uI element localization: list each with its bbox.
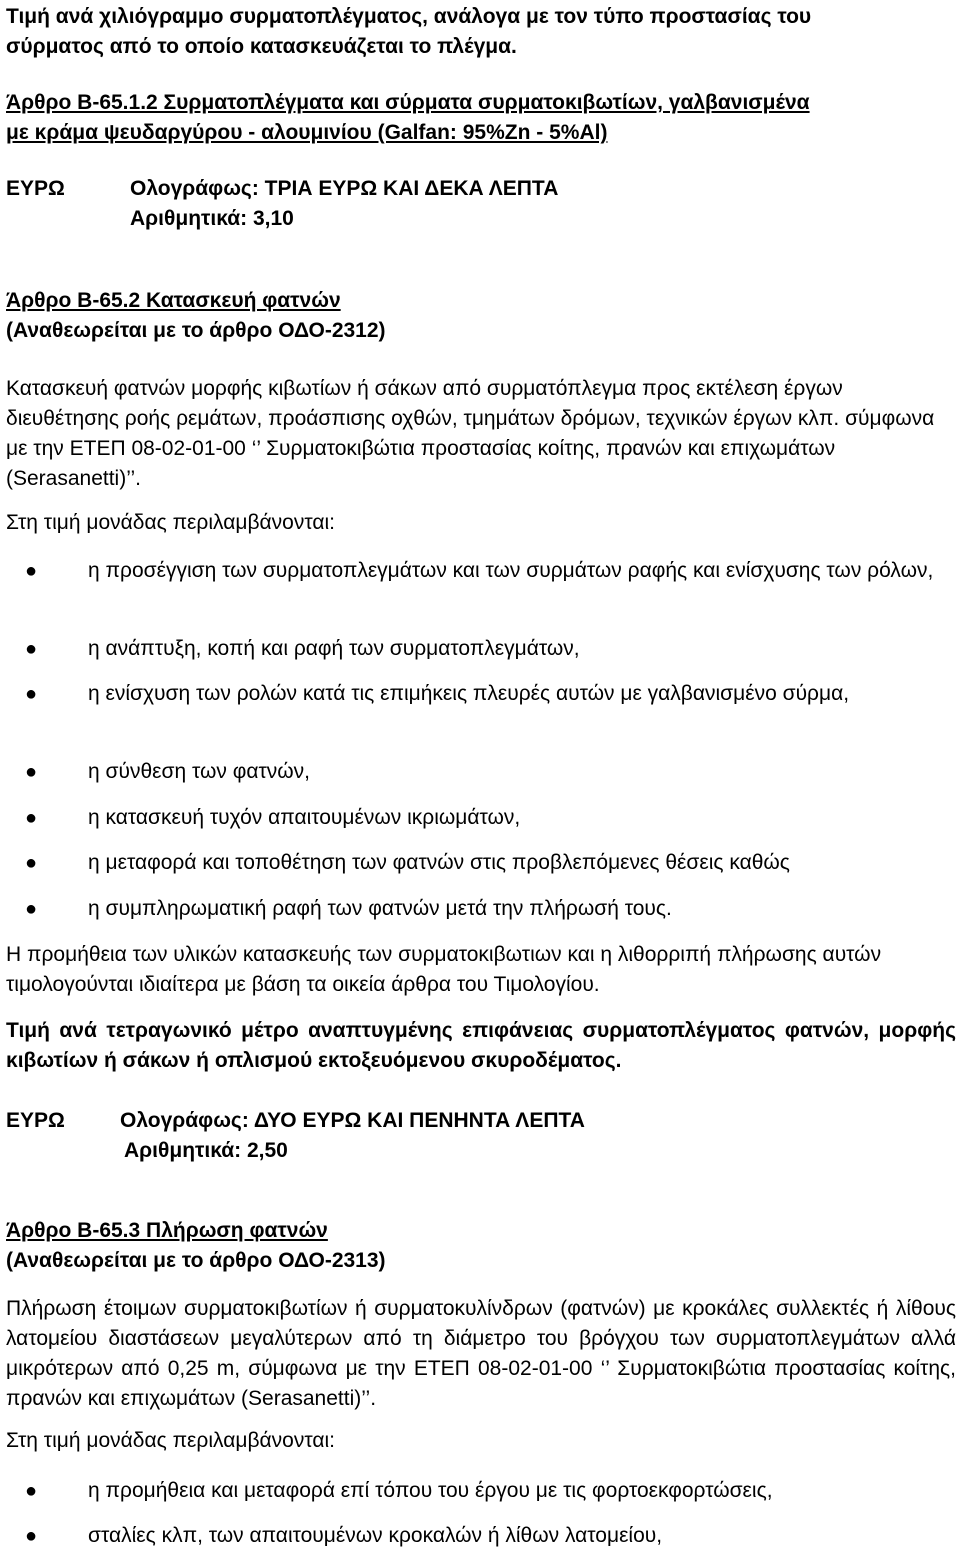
article-b65-3-includes-label: Στη τιμή μονάδας περιλαμβάνονται: — [6, 1429, 335, 1452]
bullet-icon: ● — [25, 638, 38, 660]
bullet-icon: ● — [25, 852, 38, 874]
intro-paragraph — [6, 2, 956, 62]
article-b65-3-heading — [6, 1216, 956, 1276]
list-item: ● η ανάπτυξη, κοπή και ραφή των συρματοπλεγμάτων, — [6, 634, 956, 664]
article-b65-1-2-title — [6, 88, 956, 148]
bullet-icon: ● — [25, 560, 38, 582]
list-item: ● η συμπληρωματική ραφή των φατνών μετά την πλήρωσή τους. — [6, 894, 956, 924]
price-in-words: Ολογράφως: ΔΥΟ ΕΥΡΩ ΚΑΙ ΠΕΝΗΝΤΑ ΛΕΠΤΑ — [120, 1109, 585, 1132]
list-item: ● η σύνθεση των φατνών, — [6, 757, 956, 787]
article-b65-1-2-price — [6, 174, 956, 234]
list-item: ● η μεταφορά και τοποθέτηση των φατνών στις προβλεπόμενες θέσεις καθώς — [6, 848, 956, 878]
price-currency: ΕΥΡΩ — [6, 1109, 65, 1132]
list-item: ● η κατασκευή τυχόν απαιτουμένων ικριωμάτων, — [6, 803, 956, 833]
bullet-icon: ● — [25, 1525, 38, 1547]
article-b65-3-description: Πλήρωση έτοιμων συρματοκιβωτίων ή συρματοκυλίνδρων (φατνών) με κροκάλες συλλεκτές ή λίθους λατομείου διαστάσεων μεγαλύτερων από τη διάμετρο του βρόγχου των συρματοπλεγμάτων αλλά μικρότερων από 0,25 m, σύμφωνα με την ΕΤΕΠ 08-02-01-00 ‘’ Συρματοκιβώτια προστασίας κοίτης, πρανών και επιχωμάτων (Serasanetti)’’. — [6, 1297, 956, 1410]
article-b65-2-includes-label: Στη τιμή μονάδας περιλαμβάνονται: — [6, 511, 335, 534]
bullet-icon: ● — [25, 683, 38, 705]
article-b65-2-revised: (Αναθεωρείται με το άρθρο ΟΔΟ-2312) — [6, 319, 386, 342]
article-b65-2-heading — [6, 286, 956, 346]
list-item: ● η ενίσχυση των ρολών κατά τις επιμήκεις πλευρές αυτών με γαλβανισμένο σύρμα, — [6, 679, 956, 709]
list-item: ● η προμήθεια και μεταφορά επί τόπου του έργου με τις φορτοεκφορτώσεις, — [6, 1476, 956, 1506]
article-b65-2-title: Άρθρο Β-65.2 Κατασκευή φατνών — [6, 289, 341, 312]
bullet-icon: ● — [25, 1480, 38, 1502]
price-currency: ΕΥΡΩ — [6, 177, 65, 200]
article-b65-2-note: Η προμήθεια των υλικών κατασκευής των συρματοκιβωτιων και η λιθορριπή πλήρωσης αυτών τιμολογούνται ιδιαίτερα με βάση τα οικεία άρθρα του Τιμολογίου. — [6, 943, 882, 996]
price-in-numbers: Αριθμητικά: 3,10 — [130, 207, 294, 230]
article-b65-2-price — [6, 1106, 956, 1166]
intro-line-2: σύρματος από το οποίο κατασκευάζεται το πλέγμα. — [6, 35, 517, 58]
bullet-icon: ● — [25, 807, 38, 829]
article-b65-2-description: Κατασκευή φατνών μορφής κιβωτίων ή σάκων από συρματόπλεγμα προς εκτέλεση έργων διευθέτησης ροής ρεμάτων, προάσπισης οχθών, τμημάτων δρόμων, τεχνικών έργων κλπ. σύμφωνα με την ΕΤΕΠ 08-02-01-00 ‘’ Συρματοκιβώτια προστασίας κοίτης, πρανών και επιχωμάτων (Serasanetti)’’. — [6, 377, 935, 490]
price-in-numbers: Αριθμητικά: 2,50 — [124, 1139, 288, 1162]
article-b65-2-unit-price-title: Τιμή ανά τετραγωνικό μέτρο αναπτυγμένης επιφάνειας συρματοπλέγματος φατνών, μορφής κιβωτίων ή σάκων ή οπλισμού εκτοξευόμενου σκυροδέματος. — [6, 1019, 956, 1072]
price-in-words: Ολογράφως: ΤΡΙΑ ΕΥΡΩ ΚΑΙ ΔΕΚΑ ΛΕΠΤΑ — [130, 177, 559, 200]
bullet-icon: ● — [25, 761, 38, 783]
article-b65-3-revised: (Αναθεωρείται με το άρθρο ΟΔΟ-2313) — [6, 1249, 386, 1272]
list-item: ● η προσέγγιση των συρματοπλεγμάτων και των συρμάτων ραφής και ενίσχυσης των ρόλων, — [6, 556, 956, 586]
article-b65-3-title: Άρθρο Β-65.3 Πλήρωση φατνών — [6, 1219, 328, 1242]
intro-line-1: Τιμή ανά χιλιόγραμμο συρματοπλέγματος, ανάλογα με τον τύπο προστασίας του — [6, 5, 812, 28]
list-item: ● σταλίες κλπ, των απαιτουμένων κροκαλών ή λίθων λατομείου, — [6, 1521, 956, 1551]
bullet-icon: ● — [25, 898, 38, 920]
article-b65-1-2-title-line-1: Άρθρο Β-65.1.2 Συρματοπλέγματα και σύρματα συρματοκιβωτίων, γαλβανισμένα — [6, 91, 810, 114]
article-b65-1-2-title-line-2: με κράμα ψευδαργύρου - αλουμινίου (Galfan: 95%Zn - 5%Al) — [6, 121, 608, 144]
